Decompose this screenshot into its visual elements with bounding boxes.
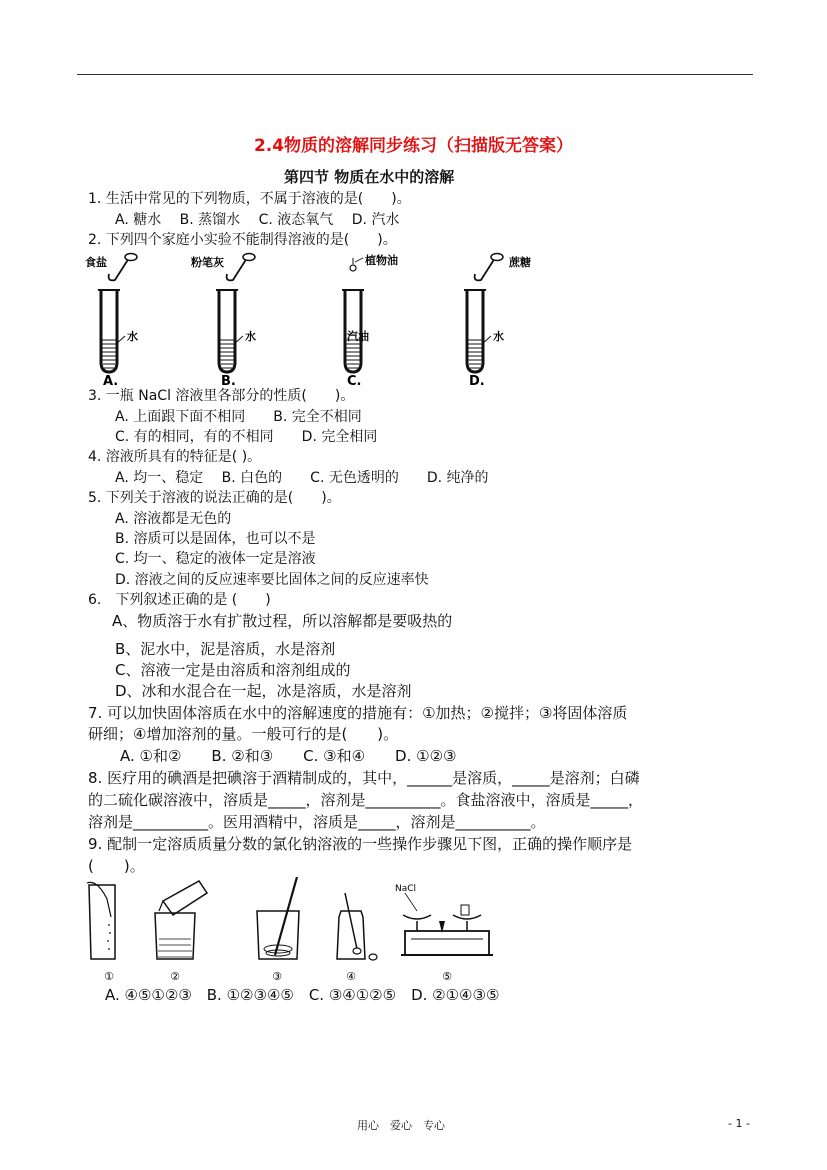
tube-a <box>85 254 138 388</box>
step2-number: ② <box>170 970 180 983</box>
step4-bottle-icon <box>337 893 377 983</box>
step1-beaker-icon <box>87 882 115 983</box>
step3-number: ③ <box>272 970 282 983</box>
q7-line1: 7. 可以加快固体溶质在水中的溶解速度的措施有：①加热；②搅拌；③将固体溶质 <box>88 704 628 722</box>
tube-b-top-label: 粉笔灰 <box>191 256 224 269</box>
q9-line2: ( )。 <box>88 857 145 875</box>
tube-d-letter: D. <box>469 374 485 387</box>
q6-option-d: D、冰和水混合在一起，冰是溶质，水是溶剂 <box>115 682 412 700</box>
tube-b-letter: B. <box>221 374 236 387</box>
tube-d-side-label: 水 <box>493 330 504 343</box>
q6-stem: 6. 下列叙述正确的是 ( ) <box>88 592 271 608</box>
step3-stirring-icon <box>257 877 299 983</box>
q6-option-b: B、泥水中，泥是溶质，水是溶剂 <box>115 640 336 658</box>
q5-stem: 5. 下列关于溶液的说法正确的是( )。 <box>88 490 341 506</box>
q4-options: A. 均一、稳定 B. 白色的 C. 无色透明的 D. 纯净的 <box>115 470 489 486</box>
oil-drop-icon <box>350 265 356 271</box>
glass-rod-icon <box>275 877 297 955</box>
step5-balance-icon <box>395 884 493 983</box>
footer-motto: 用心 爱心 专心 <box>357 1119 445 1132</box>
spoon-a-icon <box>109 258 129 280</box>
document-title: 2.4物质的溶解同步练习（扫描版无答案） <box>253 136 574 156</box>
q3-options-row1: A. 上面跟下面不相同 B. 完全不相同 <box>115 409 362 425</box>
q8-line1: 8. 医疗用的碘酒是把碘溶于酒精制成的，其中，______是溶质，_____是溶剂；白磷 <box>88 769 640 787</box>
q8-line2: 的二硫化碳溶液中，溶质是_____，溶剂是__________。食盐溶液中，溶质是_____， <box>88 791 644 809</box>
q6-option-a: A、物质溶于水有扩散过程，所以溶解都是要吸热的 <box>112 612 453 630</box>
q5-option-b: B. 溶质可以是固体，也可以不是 <box>115 531 316 547</box>
q4-stem: 4. 溶液所具有的特征是( )。 <box>88 449 262 465</box>
q1-options: A. 糖水 B. 蒸馏水 C. 液态氧气 D. 汽水 <box>115 212 400 228</box>
spoon-d-icon <box>475 258 495 280</box>
q1-stem: 1. 生活中常见的下列物质，不属于溶液的是( )。 <box>88 191 411 207</box>
tube-c <box>342 253 398 387</box>
section-heading: 第四节 物质在水中的溶解 <box>284 168 455 186</box>
tube-b-side-label: 水 <box>245 330 256 343</box>
tube-c-side-label: 汽油 <box>347 330 369 343</box>
tube-a-top-label: 食盐 <box>85 256 107 269</box>
tube-c-letter: C. <box>347 374 362 387</box>
q9-procedure-figure <box>85 877 525 983</box>
tube-a-letter: A. <box>103 374 119 387</box>
q6-option-c: C、溶液一定是由溶质和溶剂组成的 <box>115 661 351 679</box>
step2-pouring-icon <box>155 881 207 983</box>
q2-stem: 2. 下列四个家庭小实验不能制得溶液的是( )。 <box>88 232 397 248</box>
q3-options-row2: C. 有的相同，有的不相同 D. 完全相同 <box>115 429 378 445</box>
q3-stem: 3. 一瓶 NaCl 溶液里各部分的性质( )。 <box>88 388 355 404</box>
q9-options: A. ④⑤①②③ B. ①②③④⑤ C. ③④①②⑤ D. ②①④③⑤ <box>105 986 500 1004</box>
step5-nacl-label: NaCl <box>395 884 417 894</box>
header-rule <box>77 74 753 75</box>
step5-number: ⑤ <box>442 970 452 983</box>
step1-number: ① <box>104 970 114 983</box>
tube-b <box>190 254 256 388</box>
q5-option-c: C. 均一、稳定的液体一定是溶液 <box>115 551 316 567</box>
spoon-b-icon <box>227 258 247 280</box>
q2-test-tube-figure <box>85 252 555 387</box>
tube-d <box>464 254 531 388</box>
q9-line1: 9. 配制一定溶质质量分数的氯化钠溶液的一些操作步骤见下图，正确的操作顺序是 <box>88 835 633 853</box>
step4-number: ④ <box>346 970 356 983</box>
page-number: - 1 - <box>728 1117 750 1130</box>
q8-line3: 溶剂是__________。医用酒精中，溶质是_____，溶剂是__________。 <box>88 813 546 831</box>
q7-options: A. ①和② B. ②和③ C. ③和④ D. ①②③ <box>120 747 457 765</box>
q7-line2: 研细；④增加溶剂的量。一般可行的是( )。 <box>88 725 399 743</box>
tube-a-side-label: 水 <box>127 330 138 343</box>
q5-option-a: A. 溶液都是无色的 <box>115 511 232 527</box>
tube-d-top-label: 蔗糖 <box>509 256 531 269</box>
q5-option-d: D. 溶液之间的反应速率要比固体之间的反应速率快 <box>115 572 429 588</box>
tube-c-top-label: 植物油 <box>365 254 398 267</box>
